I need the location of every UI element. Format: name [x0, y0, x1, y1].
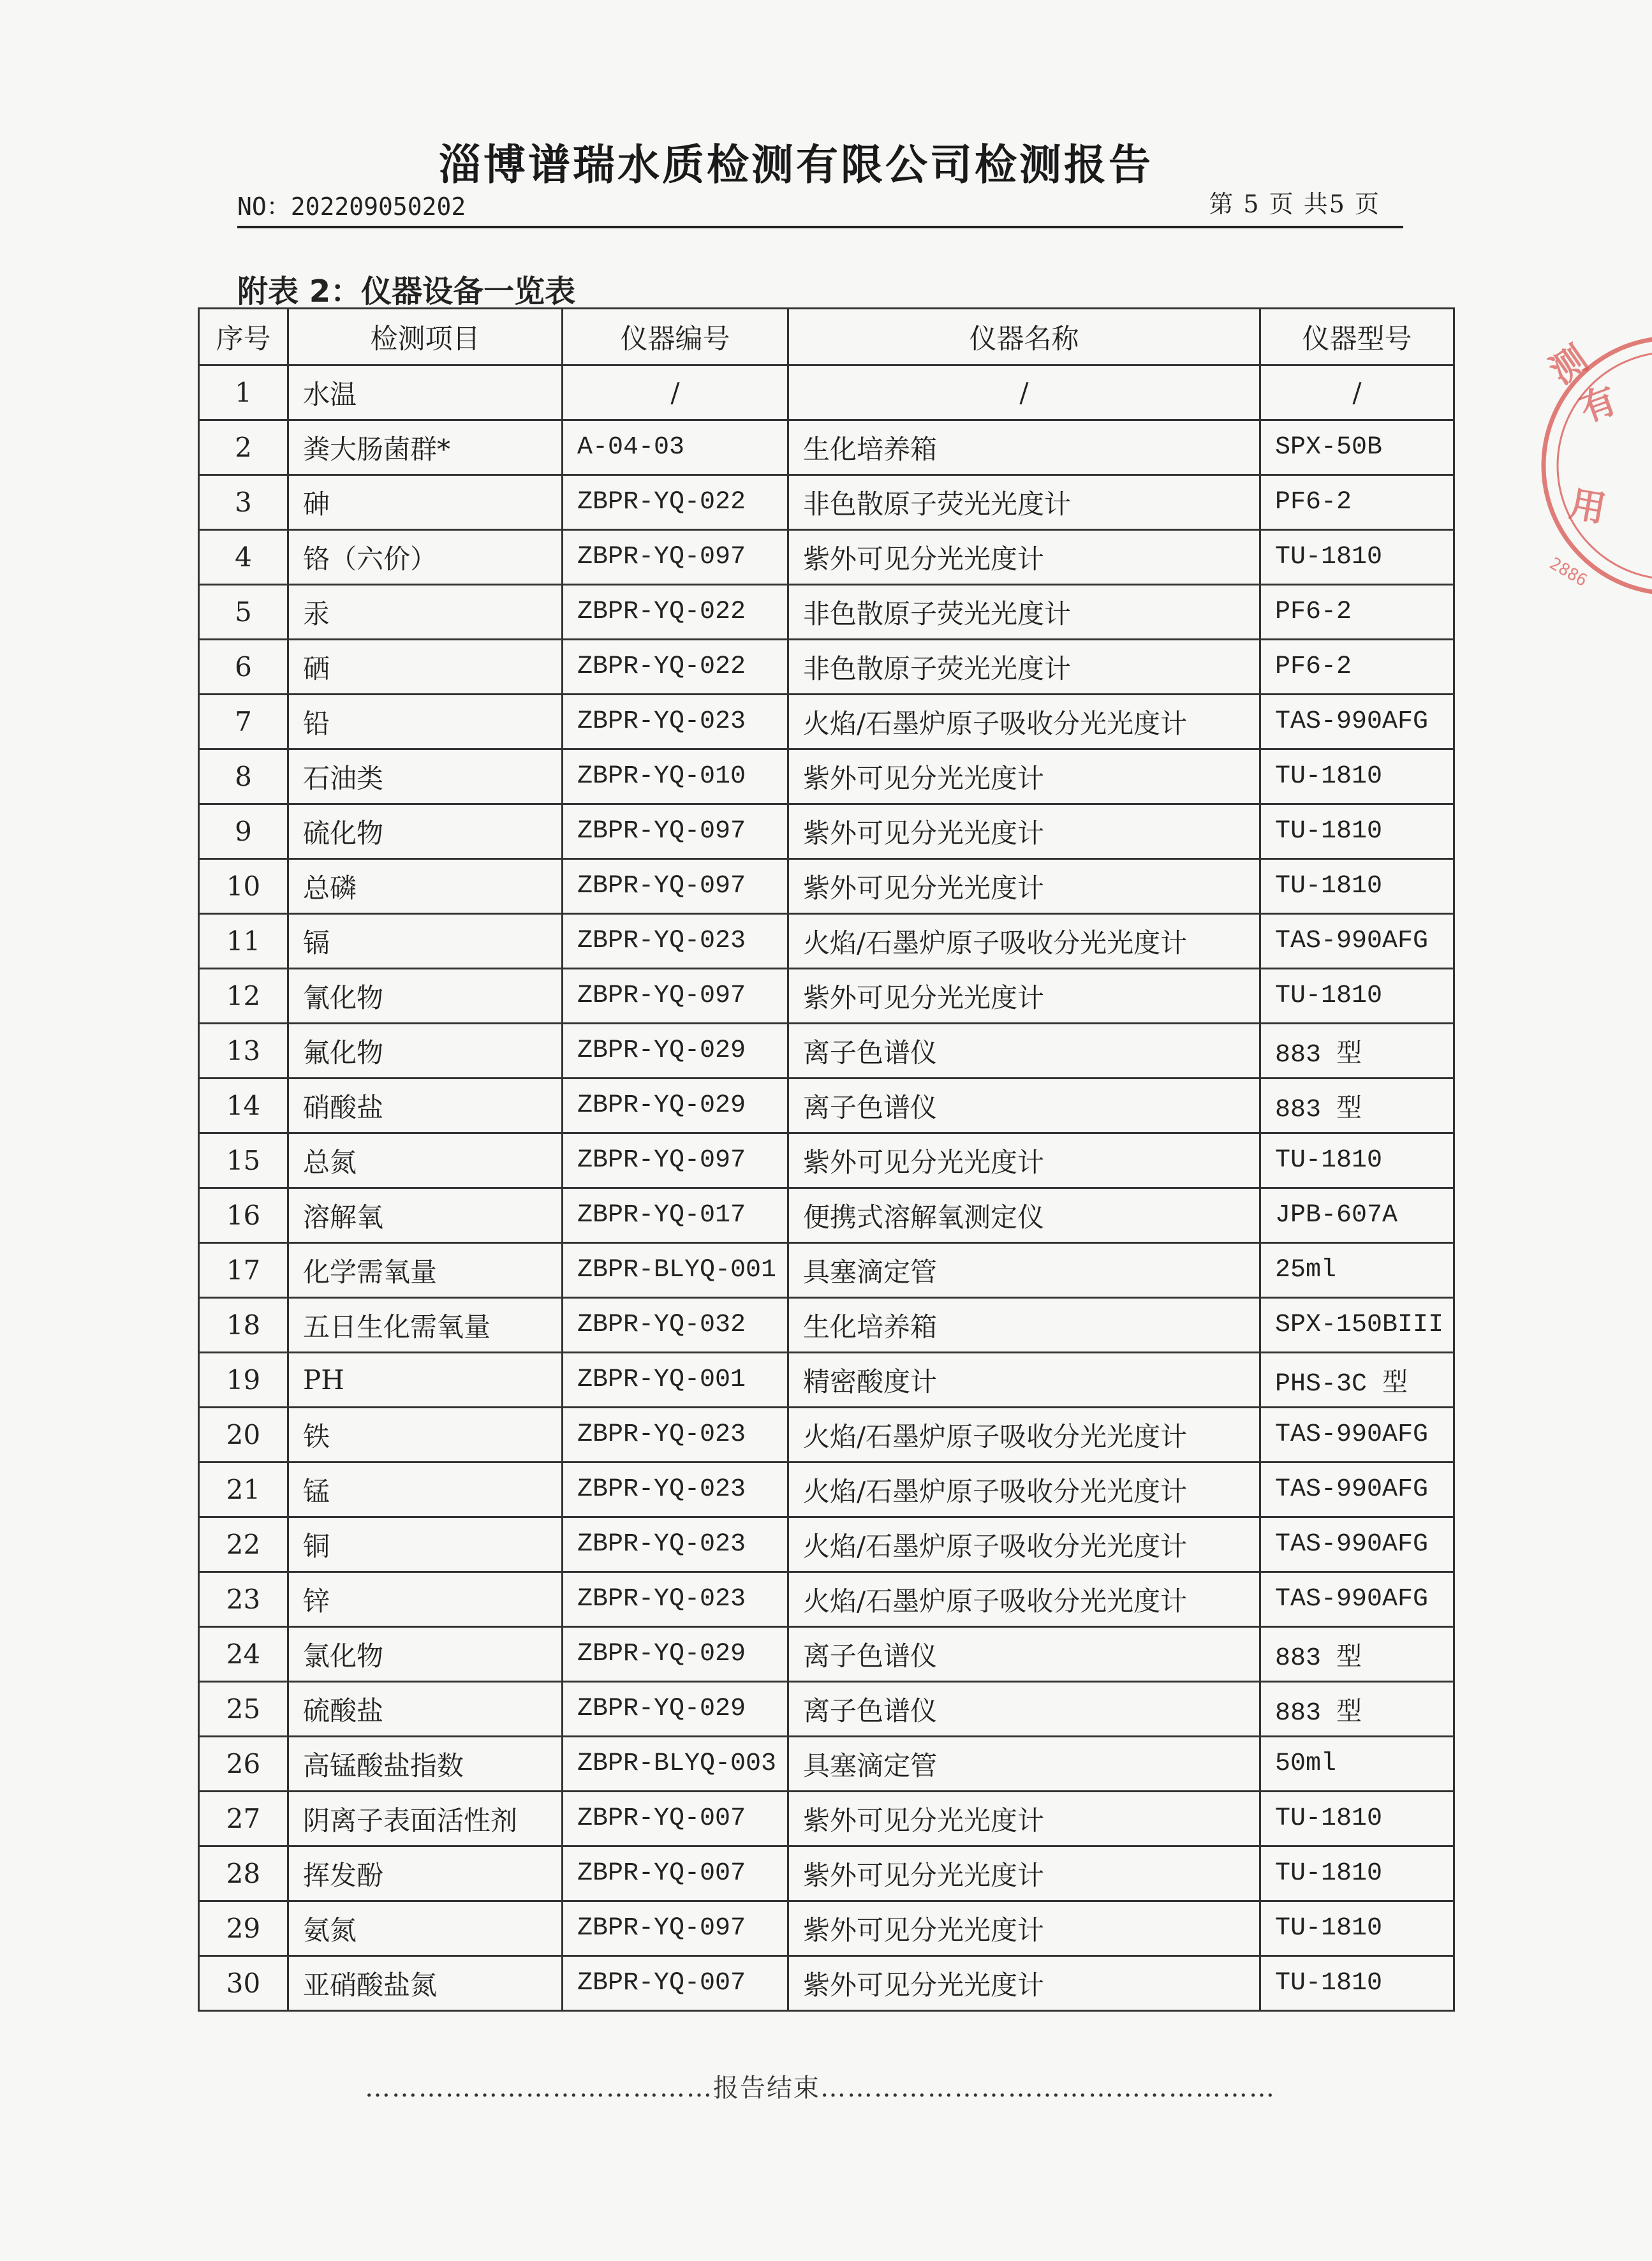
- cell-item: 挥发酚: [288, 1846, 563, 1901]
- cell-instrument-name: 紫外可见分光光度计: [788, 1792, 1260, 1846]
- cell-instrument-model: TU-1810: [1260, 1846, 1454, 1901]
- cell-instrument-name: 火焰/石墨炉原子吸收分光光度计: [788, 1517, 1260, 1572]
- cell-instrument-model: TAS-990AFG: [1260, 1517, 1454, 1572]
- cell-instrument-model: TU-1810: [1260, 1956, 1454, 2011]
- table-row: [199, 1737, 1454, 1792]
- table-row: [199, 1462, 1454, 1517]
- cell-instrument-id: ZBPR-YQ-023: [563, 695, 788, 749]
- cell-item: 高锰酸盐指数: [288, 1737, 563, 1792]
- table-row: [199, 1627, 1454, 1682]
- cell-item: 五日生化需氧量: [288, 1298, 563, 1353]
- cell-instrument-model: PF6-2: [1260, 640, 1454, 695]
- table-row: [199, 1353, 1454, 1408]
- table-row: [199, 1079, 1454, 1133]
- cell-instrument-id: A-04-03: [563, 420, 788, 475]
- cell-seq: 10: [199, 859, 288, 914]
- cell-item: 镉: [288, 914, 563, 969]
- cell-instrument-name: 紫外可见分光光度计: [788, 969, 1260, 1024]
- cell-instrument-model: JPB-607A: [1260, 1188, 1454, 1243]
- cell-instrument-model: PF6-2: [1260, 585, 1454, 640]
- cell-seq: 29: [199, 1901, 288, 1956]
- cell-item: 化学需氧量: [288, 1243, 563, 1298]
- stamp-number: 2886: [1546, 554, 1591, 591]
- cell-instrument-name: 紫外可见分光光度计: [788, 1133, 1260, 1188]
- cell-seq: 18: [199, 1298, 288, 1353]
- cell-instrument-name: 火焰/石墨炉原子吸收分光光度计: [788, 695, 1260, 749]
- table-row: [199, 1901, 1454, 1956]
- cell-item: 汞: [288, 585, 563, 640]
- table-row: [199, 1298, 1454, 1353]
- equipment-table: [198, 307, 1455, 2012]
- cell-instrument-id: ZBPR-YQ-022: [563, 640, 788, 695]
- cell-instrument-id: ZBPR-YQ-032: [563, 1298, 788, 1353]
- cell-instrument-model: TAS-990AFG: [1260, 1408, 1454, 1462]
- cell-instrument-name: 便携式溶解氧测定仪: [788, 1188, 1260, 1243]
- table-row: [199, 365, 1454, 420]
- official-seal-stamp: [1524, 300, 1652, 631]
- cell-seq: 14: [199, 1079, 288, 1133]
- cell-instrument-id: ZBPR-YQ-017: [563, 1188, 788, 1243]
- cell-instrument-id: ZBPR-YQ-007: [563, 1846, 788, 1901]
- cell-instrument-name: /: [788, 365, 1260, 420]
- cell-item: 铬（六价）: [288, 530, 563, 585]
- cell-instrument-model: 883 型: [1260, 1627, 1454, 1682]
- cell-item: 总磷: [288, 859, 563, 914]
- cell-item: 石油类: [288, 749, 563, 804]
- cell-seq: 23: [199, 1572, 288, 1627]
- cell-seq: 4: [199, 530, 288, 585]
- cell-seq: 28: [199, 1846, 288, 1901]
- page-indicator: 第 5 页 共5 页: [1209, 190, 1380, 218]
- table-row: [199, 585, 1454, 640]
- cell-seq: 12: [199, 969, 288, 1024]
- cell-instrument-id: ZBPR-BLYQ-001: [563, 1243, 788, 1298]
- cell-instrument-id: ZBPR-BLYQ-003: [563, 1737, 788, 1792]
- cell-item: 阴离子表面活性剂: [288, 1792, 563, 1846]
- cell-seq: 15: [199, 1133, 288, 1188]
- cell-instrument-id: ZBPR-YQ-029: [563, 1627, 788, 1682]
- cell-item: 氟化物: [288, 1024, 563, 1079]
- cell-instrument-model: PF6-2: [1260, 475, 1454, 530]
- stamp-text: 有: [1574, 379, 1623, 431]
- cell-instrument-model: 50ml: [1260, 1737, 1454, 1792]
- cell-item: 锌: [288, 1572, 563, 1627]
- cell-instrument-name: 生化培养箱: [788, 420, 1260, 475]
- cell-instrument-id: ZBPR-YQ-007: [563, 1792, 788, 1846]
- report-title: 淄博谱瑞水质检测有限公司检测报告: [439, 140, 1153, 189]
- cell-instrument-model: 883 型: [1260, 1682, 1454, 1737]
- table-row: [199, 1846, 1454, 1901]
- cell-seq: 16: [199, 1188, 288, 1243]
- cell-seq: 7: [199, 695, 288, 749]
- cell-seq: 24: [199, 1627, 288, 1682]
- cell-instrument-model: /: [1260, 365, 1454, 420]
- cell-instrument-model: TU-1810: [1260, 1901, 1454, 1956]
- cell-instrument-name: 紫外可见分光光度计: [788, 749, 1260, 804]
- table-row: [199, 804, 1454, 859]
- cell-item: 砷: [288, 475, 563, 530]
- cell-seq: 22: [199, 1517, 288, 1572]
- cell-instrument-id: ZBPR-YQ-023: [563, 1572, 788, 1627]
- cell-instrument-id: ZBPR-YQ-097: [563, 530, 788, 585]
- cell-item: 硫化物: [288, 804, 563, 859]
- cell-instrument-id: ZBPR-YQ-097: [563, 804, 788, 859]
- cell-instrument-id: ZBPR-YQ-001: [563, 1353, 788, 1408]
- table-row: [199, 1133, 1454, 1188]
- cell-instrument-id: ZBPR-YQ-023: [563, 1517, 788, 1572]
- appendix-title: 附表 2：仪器设备一览表: [237, 274, 576, 309]
- cell-item: 硝酸盐: [288, 1079, 563, 1133]
- cell-instrument-name: 非色散原子荧光光度计: [788, 640, 1260, 695]
- table-header-row: [199, 309, 1454, 365]
- cell-instrument-model: PHS-3C 型: [1260, 1353, 1454, 1408]
- table-row: [199, 1024, 1454, 1079]
- table-row: [199, 475, 1454, 530]
- table-row: [199, 1243, 1454, 1298]
- cell-instrument-id: ZBPR-YQ-022: [563, 475, 788, 530]
- column-header-instrument-name: 仪器名称: [788, 309, 1260, 365]
- column-header-instrument-model: 仪器型号: [1260, 309, 1454, 365]
- cell-instrument-model: 883 型: [1260, 1079, 1454, 1133]
- cell-instrument-model: SPX-50B: [1260, 420, 1454, 475]
- cell-instrument-name: 紫外可见分光光度计: [788, 530, 1260, 585]
- table-row: [199, 530, 1454, 585]
- table-row: [199, 1792, 1454, 1846]
- cell-instrument-name: 非色散原子荧光光度计: [788, 475, 1260, 530]
- cell-item: 铜: [288, 1517, 563, 1572]
- cell-instrument-name: 紫外可见分光光度计: [788, 804, 1260, 859]
- cell-instrument-model: 883 型: [1260, 1024, 1454, 1079]
- table-row: [199, 1956, 1454, 2011]
- cell-seq: 2: [199, 420, 288, 475]
- cell-seq: 30: [199, 1956, 288, 2011]
- cell-item: 氨氮: [288, 1901, 563, 1956]
- table-row: [199, 749, 1454, 804]
- report-end-marker: …………………………………报告结束……………………………………………: [365, 2073, 1276, 2103]
- cell-instrument-model: TU-1810: [1260, 530, 1454, 585]
- cell-item: 锰: [288, 1462, 563, 1517]
- cell-seq: 11: [199, 914, 288, 969]
- cell-instrument-id: ZBPR-YQ-029: [563, 1079, 788, 1133]
- table-row: [199, 969, 1454, 1024]
- cell-item: 硒: [288, 640, 563, 695]
- cell-instrument-id: ZBPR-YQ-010: [563, 749, 788, 804]
- cell-seq: 8: [199, 749, 288, 804]
- cell-item: 铁: [288, 1408, 563, 1462]
- cell-item: PH: [288, 1353, 563, 1408]
- cell-instrument-id: ZBPR-YQ-007: [563, 1956, 788, 2011]
- cell-instrument-id: ZBPR-YQ-097: [563, 1901, 788, 1956]
- cell-instrument-name: 火焰/石墨炉原子吸收分光光度计: [788, 1408, 1260, 1462]
- cell-instrument-model: TU-1810: [1260, 1792, 1454, 1846]
- cell-instrument-model: TU-1810: [1260, 804, 1454, 859]
- cell-instrument-model: TAS-990AFG: [1260, 914, 1454, 969]
- cell-instrument-model: TU-1810: [1260, 1133, 1454, 1188]
- cell-instrument-name: 紫外可见分光光度计: [788, 859, 1260, 914]
- cell-instrument-name: 火焰/石墨炉原子吸收分光光度计: [788, 1462, 1260, 1517]
- cell-instrument-name: 离子色谱仪: [788, 1079, 1260, 1133]
- cell-instrument-name: 火焰/石墨炉原子吸收分光光度计: [788, 1572, 1260, 1627]
- cell-instrument-id: ZBPR-YQ-023: [563, 1462, 788, 1517]
- cell-seq: 20: [199, 1408, 288, 1462]
- table-body: [199, 365, 1454, 2011]
- cell-instrument-name: 火焰/石墨炉原子吸收分光光度计: [788, 914, 1260, 969]
- cell-seq: 6: [199, 640, 288, 695]
- cell-instrument-name: 紫外可见分光光度计: [788, 1901, 1260, 1956]
- cell-instrument-name: 离子色谱仪: [788, 1024, 1260, 1079]
- table-row: [199, 420, 1454, 475]
- cell-instrument-model: 25ml: [1260, 1243, 1454, 1298]
- cell-seq: 9: [199, 804, 288, 859]
- table-row: [199, 914, 1454, 969]
- cell-instrument-id: ZBPR-YQ-097: [563, 1133, 788, 1188]
- cell-item: 粪大肠菌群*: [288, 420, 563, 475]
- column-header-seq: 序号: [199, 309, 288, 365]
- cell-item: 水温: [288, 365, 563, 420]
- cell-item: 总氮: [288, 1133, 563, 1188]
- stamp-text: 测: [1542, 338, 1596, 393]
- cell-seq: 17: [199, 1243, 288, 1298]
- cell-instrument-name: 紫外可见分光光度计: [788, 1956, 1260, 2011]
- cell-seq: 3: [199, 475, 288, 530]
- cell-seq: 27: [199, 1792, 288, 1846]
- table-row: [199, 1188, 1454, 1243]
- report-meta-row: [237, 190, 1403, 228]
- table-row: [199, 1572, 1454, 1627]
- table-row: [199, 1408, 1454, 1462]
- cell-instrument-id: ZBPR-YQ-023: [563, 914, 788, 969]
- cell-instrument-name: 非色散原子荧光光度计: [788, 585, 1260, 640]
- cell-instrument-id: ZBPR-YQ-097: [563, 969, 788, 1024]
- cell-instrument-name: 生化培养箱: [788, 1298, 1260, 1353]
- column-header-item: 检测项目: [288, 309, 563, 365]
- cell-item: 硫酸盐: [288, 1682, 563, 1737]
- cell-seq: 25: [199, 1682, 288, 1737]
- cell-instrument-id: ZBPR-YQ-023: [563, 1408, 788, 1462]
- cell-instrument-model: TU-1810: [1260, 859, 1454, 914]
- table-row: [199, 695, 1454, 749]
- cell-instrument-name: 具塞滴定管: [788, 1243, 1260, 1298]
- cell-item: 亚硝酸盐氮: [288, 1956, 563, 2011]
- cell-instrument-name: 紫外可见分光光度计: [788, 1846, 1260, 1901]
- cell-instrument-model: TU-1810: [1260, 969, 1454, 1024]
- cell-item: 氰化物: [288, 969, 563, 1024]
- cell-instrument-id: ZBPR-YQ-029: [563, 1682, 788, 1737]
- table-row: [199, 1682, 1454, 1737]
- cell-instrument-id: ZBPR-YQ-029: [563, 1024, 788, 1079]
- cell-instrument-id: ZBPR-YQ-022: [563, 585, 788, 640]
- cell-instrument-id: /: [563, 365, 788, 420]
- cell-item: 氯化物: [288, 1627, 563, 1682]
- stamp-text: 用: [1566, 483, 1609, 531]
- table-row: [199, 640, 1454, 695]
- cell-instrument-model: TAS-990AFG: [1260, 1462, 1454, 1517]
- table-row: [199, 1517, 1454, 1572]
- cell-instrument-id: ZBPR-YQ-097: [563, 859, 788, 914]
- cell-item: 铅: [288, 695, 563, 749]
- report-number: NO：202209050202: [237, 193, 466, 221]
- cell-seq: 19: [199, 1353, 288, 1408]
- cell-instrument-model: TU-1810: [1260, 749, 1454, 804]
- cell-item: 溶解氧: [288, 1188, 563, 1243]
- table-row: [199, 859, 1454, 914]
- cell-seq: 26: [199, 1737, 288, 1792]
- cell-instrument-name: 离子色谱仪: [788, 1627, 1260, 1682]
- cell-seq: 21: [199, 1462, 288, 1517]
- cell-instrument-model: TAS-990AFG: [1260, 1572, 1454, 1627]
- cell-seq: 1: [199, 365, 288, 420]
- cell-instrument-name: 精密酸度计: [788, 1353, 1260, 1408]
- cell-instrument-model: SPX-150BIII: [1260, 1298, 1454, 1353]
- column-header-instrument-id: 仪器编号: [563, 309, 788, 365]
- cell-instrument-name: 离子色谱仪: [788, 1682, 1260, 1737]
- cell-seq: 5: [199, 585, 288, 640]
- cell-instrument-name: 具塞滴定管: [788, 1737, 1260, 1792]
- cell-instrument-model: TAS-990AFG: [1260, 695, 1454, 749]
- cell-seq: 13: [199, 1024, 288, 1079]
